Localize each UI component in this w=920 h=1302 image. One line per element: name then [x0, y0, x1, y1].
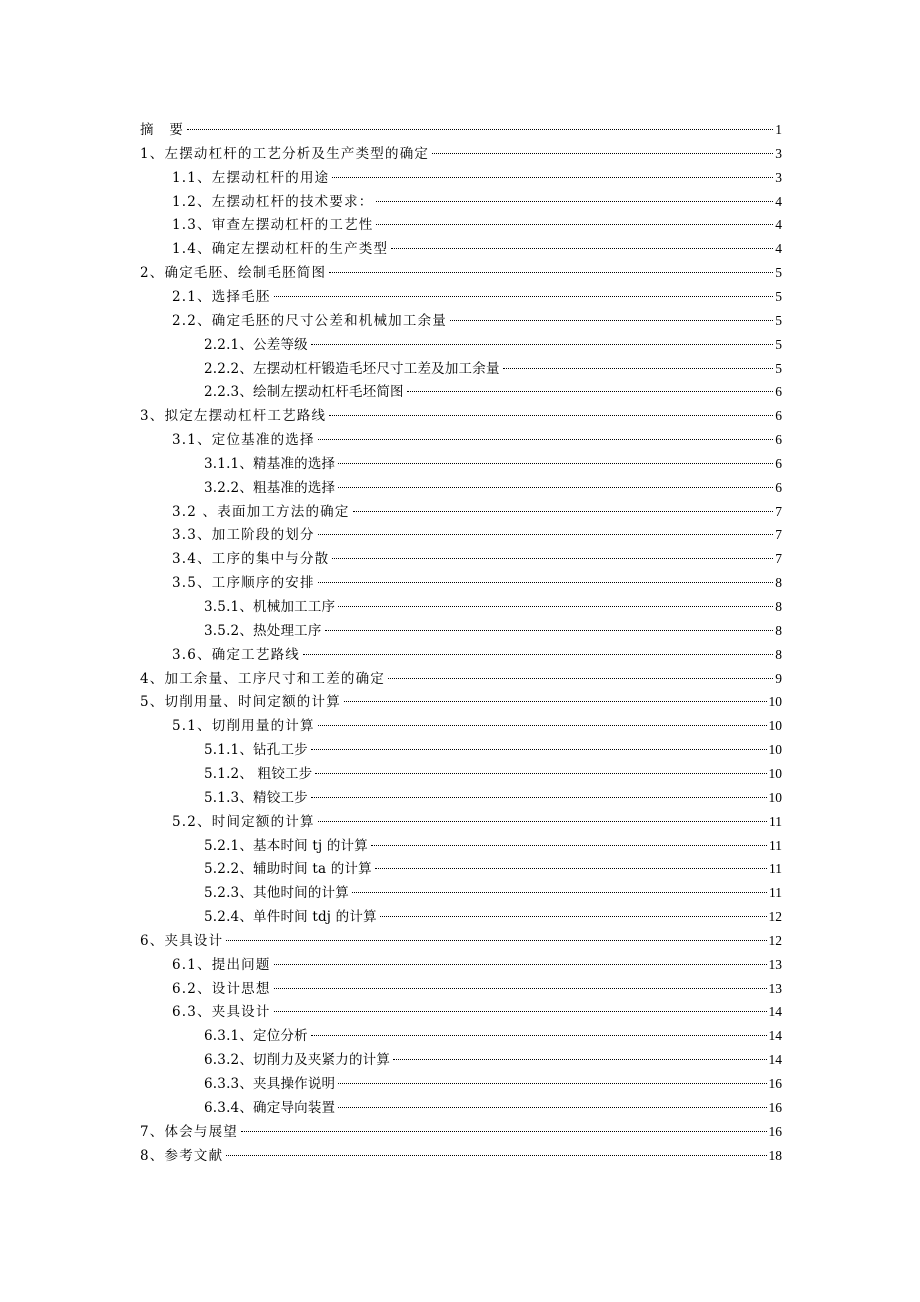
toc-entry-label: 5.1.2、 粗铰工步: [204, 765, 313, 782]
toc-entry-label: 7、体会与展望: [140, 1123, 238, 1140]
toc-entry-label: 3.2 、表面加工方法的确定: [172, 503, 350, 520]
toc-entry[interactable]: [204, 736, 782, 759]
toc-entry[interactable]: [204, 593, 782, 615]
toc-entry[interactable]: [172, 951, 782, 973]
toc-entry[interactable]: [204, 879, 782, 902]
toc-leader-dots: [311, 1022, 767, 1040]
toc-entry[interactable]: [140, 688, 782, 711]
toc-entry[interactable]: [172, 545, 782, 568]
toc-entry[interactable]: [204, 1022, 782, 1045]
toc-entry-label: 3.1、定位基准的选择: [172, 432, 315, 449]
toc-leader-dots: [274, 998, 767, 1016]
toc-entry-label: 3.2.2、粗基准的选择: [204, 479, 336, 496]
toc-entry-page-number: 16: [768, 1076, 782, 1091]
toc-entry-page-number: 10: [768, 789, 782, 805]
toc-leader-dots: [241, 1118, 767, 1136]
toc-entry[interactable]: [172, 998, 782, 1021]
toc-entry-label: 1.4、确定左摆动杠杆的生产类型: [172, 241, 389, 258]
toc-entry[interactable]: [172, 975, 782, 997]
toc-entry[interactable]: [204, 378, 782, 401]
toc-entry-label: 6、夹具设计: [140, 932, 224, 949]
toc-entry-page-number: 5: [775, 288, 782, 304]
toc-entry[interactable]: [204, 784, 782, 806]
toc-entry[interactable]: [204, 450, 782, 472]
toc-entry-label: 3.6、确定工艺路线: [172, 646, 300, 663]
toc-entry[interactable]: [204, 760, 782, 782]
toc-entry-page-number: 10: [768, 765, 782, 781]
toc-entry[interactable]: [172, 235, 782, 258]
toc-entry[interactable]: [204, 474, 782, 496]
toc-entry-label: 3.5、工序顺序的安排: [172, 575, 315, 592]
toc-entry-page-number: 6: [775, 479, 782, 495]
toc-entry-page-number: 8: [775, 622, 782, 638]
toc-leader-dots: [325, 617, 774, 635]
toc-entry-label: 6.3、夹具设计: [172, 1004, 271, 1021]
toc-entry[interactable]: [140, 927, 782, 949]
toc-leader-dots: [329, 259, 773, 277]
toc-entry[interactable]: [204, 617, 782, 639]
toc-entry-label: 8、参考文献: [140, 1147, 224, 1164]
toc-entry[interactable]: [172, 307, 782, 329]
toc-entry[interactable]: [204, 855, 782, 878]
toc-entry[interactable]: [172, 211, 782, 234]
toc-entry-label: 5.2.1、基本时间 tj 的计算: [204, 837, 368, 854]
toc-entry[interactable]: [172, 283, 782, 305]
toc-entry-label: 2.2.3、绘制左摆动杠杆毛坯简图: [204, 384, 404, 401]
toc-entry-page-number: 1: [775, 122, 782, 137]
toc-entry-label: 6.3.4、确定导向装置: [204, 1099, 336, 1116]
toc-leader-dots: [311, 331, 773, 349]
toc-entry-page-number: 5: [775, 312, 782, 328]
toc-entry-page-number: 8: [775, 575, 782, 591]
toc-leader-dots: [315, 760, 766, 778]
toc-leader-dots: [450, 307, 773, 325]
toc-entry-label: 6.3.1、定位分析: [204, 1028, 308, 1045]
toc-leader-dots: [311, 784, 767, 802]
toc-entry[interactable]: [204, 1046, 782, 1069]
toc-entry-label: 1、左摆动杠杆的工艺分析及生产类型的确定: [140, 145, 430, 162]
toc-leader-dots: [432, 140, 773, 158]
toc-leader-dots: [391, 235, 773, 253]
toc-entry-page-number: 7: [775, 527, 782, 543]
toc-entry[interactable]: [172, 498, 782, 520]
toc-leader-dots: [274, 951, 767, 969]
toc-entry-label: 3.3、加工阶段的划分: [172, 527, 315, 544]
toc-entry-label: 6.3.3、夹具操作说明: [204, 1076, 336, 1092]
toc-leader-dots: [329, 402, 773, 420]
toc-entry[interactable]: [172, 164, 782, 186]
toc-leader-dots: [274, 975, 767, 993]
toc-leader-dots: [388, 665, 773, 683]
toc-leader-dots: [375, 855, 767, 873]
toc-entry-label: 5.1.1、钻孔工步: [204, 742, 308, 759]
toc-leader-dots: [226, 1142, 766, 1160]
toc-entry[interactable]: [140, 259, 782, 282]
toc-entry-page-number: 7: [775, 551, 782, 567]
toc-entry-page-number: 6: [775, 408, 782, 424]
toc-entry[interactable]: [172, 569, 782, 592]
toc-entry-page-number: 10: [768, 694, 782, 710]
toc-entry[interactable]: [140, 1118, 782, 1140]
toc-entry-page-number: 6: [775, 432, 782, 448]
toc-leader-dots: [352, 879, 767, 897]
toc-entry-label: 3.5.2、热处理工序: [204, 622, 322, 639]
toc-leader-dots: [311, 736, 767, 754]
toc-entry-page-number: 5: [775, 360, 782, 376]
toc-leader-dots: [393, 1046, 766, 1064]
toc-leader-dots: [338, 1094, 766, 1112]
toc-leader-dots: [338, 474, 773, 492]
toc-entry-label: 3、拟定左摆动杠杆工艺路线: [140, 408, 327, 425]
toc-leader-dots: [318, 521, 774, 539]
toc-entry-page-number: 13: [768, 956, 782, 972]
toc-entry-page-number: 11: [769, 861, 782, 877]
toc-leader-dots: [344, 688, 767, 706]
toc-leader-dots: [332, 164, 773, 182]
toc-entry-page-number: 18: [768, 1147, 782, 1163]
toc-entry-page-number: 16: [768, 1123, 782, 1139]
toc-entry-label: 5.2、时间定额的计算: [172, 813, 315, 830]
toc-leader-dots: [318, 808, 767, 826]
toc-entry-label: 3.4、工序的集中与分散: [172, 551, 330, 568]
toc-leader-dots: [318, 569, 774, 587]
toc-leader-dots: [338, 450, 773, 468]
toc-entry-label: 1.1、左摆动杠杆的用途: [172, 169, 330, 186]
toc-entry-page-number: 4: [775, 193, 782, 209]
toc-entry[interactable]: [172, 426, 782, 449]
toc-entry-label: 2.2.1、公差等级: [204, 336, 308, 353]
toc-leader-dots: [187, 116, 773, 134]
toc-entry-page-number: 14: [768, 1028, 782, 1044]
toc-entry-page-number: 3: [775, 169, 782, 185]
toc-entry-page-number: 3: [775, 145, 782, 161]
toc-entry[interactable]: [140, 665, 782, 687]
toc-leader-dots: [371, 832, 767, 850]
toc-leader-dots: [503, 355, 774, 373]
toc-leader-dots: [303, 641, 773, 659]
toc-entry-label: 2.2.2、左摆动杠杆锻造毛坯尺寸工差及加工余量: [204, 360, 500, 377]
toc-entry-page-number: 8: [775, 646, 782, 662]
toc-entry-label: 3.1.1、精基准的选择: [204, 455, 336, 472]
toc-leader-dots: [353, 498, 774, 516]
toc-entry[interactable]: [204, 1070, 782, 1092]
toc-entry-label: 2.2、确定毛胚的尺寸公差和机械加工余量: [172, 312, 447, 329]
toc-entry-page-number: 13: [768, 980, 782, 996]
toc-entry-page-number: 4: [775, 217, 782, 233]
toc-entry[interactable]: [204, 1094, 782, 1116]
toc-leader-dots: [332, 545, 773, 563]
toc-entry-page-number: 4: [775, 241, 782, 257]
toc-entry[interactable]: [172, 641, 782, 663]
toc-entry-label: 5.1.3、精铰工步: [204, 789, 308, 806]
toc-entry-page-number: 9: [775, 670, 782, 686]
toc-entry[interactable]: [172, 712, 782, 735]
toc-entry-label: 摘 要: [140, 122, 185, 138]
toc-entry[interactable]: [172, 808, 782, 830]
toc-entry[interactable]: [204, 355, 782, 377]
toc-entry-page-number: 11: [769, 885, 782, 901]
toc-entry-label: 6.2、设计思想: [172, 980, 271, 997]
toc-entry-label: 1.2、左摆动杠杆的技术要求：: [172, 193, 374, 210]
toc-entry-label: 6.3.2、切削力及夹紧力的计算: [204, 1052, 391, 1069]
toc-entry-label: 5.1、切削用量的计算: [172, 718, 315, 735]
toc-entry-page-number: 6: [775, 455, 782, 471]
toc-leader-dots: [274, 283, 774, 301]
toc-entry-page-number: 10: [768, 718, 782, 734]
toc-entry-label: 5.2.2、辅助时间 ta 的计算: [204, 861, 372, 878]
toc-entry-label: 6.1、提出问题: [172, 956, 271, 973]
toc-entry-page-number: 14: [768, 1052, 782, 1068]
toc-entry-label: 5.2.3、其他时间的计算: [204, 885, 349, 902]
toc-entry-page-number: 7: [775, 503, 782, 519]
toc-entry-page-number: 12: [768, 909, 782, 925]
toc-entry-label: 3.5.1、机械加工工序: [204, 599, 336, 615]
toc-entry-page-number: 10: [768, 742, 782, 758]
toc-entry-page-number: 5: [775, 336, 782, 352]
toc-leader-dots: [226, 927, 766, 945]
toc-entry-page-number: 16: [768, 1099, 782, 1115]
toc-entry-label: 4、加工余量、工序尺寸和工差的确定: [140, 670, 385, 687]
toc-leader-dots: [338, 593, 773, 611]
toc-entry-label: 2.1、选择毛胚: [172, 288, 271, 305]
toc-entry-label: 5、切削用量、时间定额的计算: [140, 694, 341, 711]
toc-entry[interactable]: [140, 402, 782, 425]
toc-leader-dots: [380, 903, 767, 921]
toc-entry[interactable]: [140, 116, 782, 138]
toc-entry[interactable]: [204, 903, 782, 926]
toc-leader-dots: [376, 211, 773, 229]
toc-entry-page-number: 6: [775, 384, 782, 400]
toc-leader-dots: [338, 1070, 766, 1088]
toc-entry[interactable]: [204, 331, 782, 353]
toc-leader-dots: [376, 188, 773, 206]
toc-leader-dots: [407, 378, 774, 396]
toc-entry[interactable]: [140, 1142, 782, 1164]
toc-leader-dots: [318, 712, 767, 730]
toc-entry[interactable]: [204, 832, 782, 854]
toc-leader-dots: [318, 426, 774, 444]
toc-entry-page-number: 12: [768, 932, 782, 948]
toc-entry-page-number: 11: [769, 813, 782, 829]
toc-entry-page-number: 5: [775, 265, 782, 281]
toc-entry-label: 2、确定毛胚、绘制毛胚简图: [140, 265, 327, 282]
toc-entry[interactable]: [172, 188, 782, 210]
toc-entry[interactable]: [140, 140, 782, 162]
toc-entry-label: 1.3、审查左摆动杠杆的工艺性: [172, 217, 374, 234]
toc-entry-page-number: 14: [768, 1004, 782, 1020]
toc-entry-page-number: 11: [769, 837, 782, 853]
toc-entry-label: 5.2.4、单件时间 tdj 的计算: [204, 909, 377, 926]
toc-entry[interactable]: [172, 521, 782, 544]
toc-entry-page-number: 8: [775, 599, 782, 614]
